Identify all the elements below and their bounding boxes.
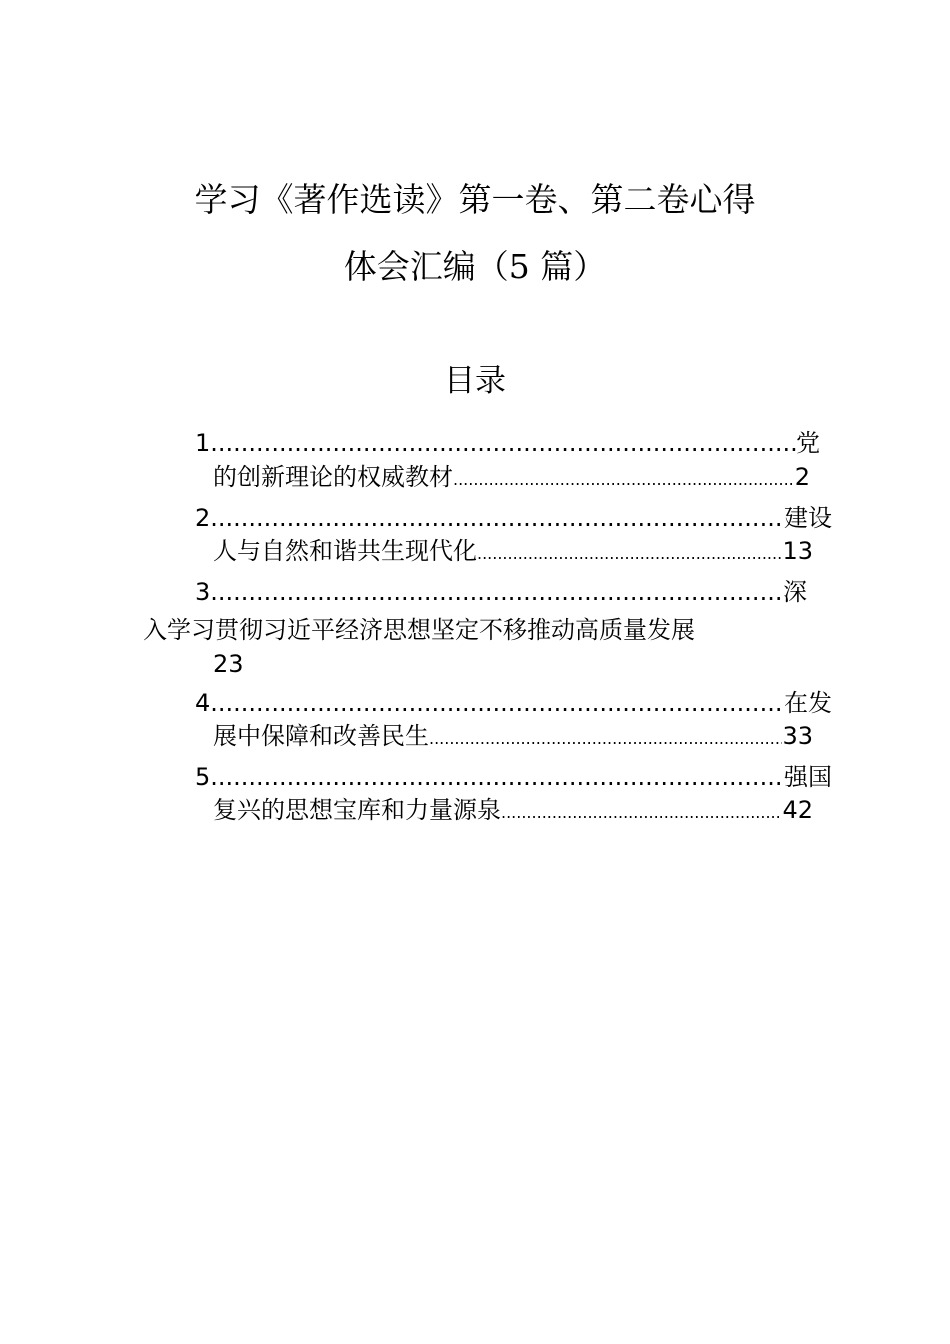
toc-page-number: 13 <box>782 537 813 565</box>
toc-entry-5[interactable] <box>195 762 832 792</box>
toc-entry-title-start: 建设 <box>784 504 832 532</box>
toc-entry-2[interactable] <box>195 503 832 533</box>
toc-leader-dots <box>210 428 796 458</box>
toc-entry-number: 3 <box>195 578 211 606</box>
toc-page-number: 33 <box>782 722 813 750</box>
toc-entry-1[interactable] <box>195 428 820 458</box>
toc-leader-dots <box>501 795 782 828</box>
toc-entry-title-start: 深 <box>783 578 807 606</box>
toc-entry-title-start: 强国 <box>784 763 832 791</box>
toc-entry-title-rest: 复兴的思想宝库和力量源泉 <box>213 796 501 824</box>
toc-leader-dots <box>210 762 784 792</box>
toc-entry-3-continued[interactable]: 入学习贯彻习近平经济思想坚定不移推动高质量发展 <box>143 616 695 644</box>
toc-leader-dots <box>210 577 783 607</box>
toc-entry-number: 4 <box>195 689 211 717</box>
toc-entry-title-rest: 人与自然和谐共生现代化 <box>213 537 477 565</box>
toc-entry-title-rest: 的创新理论的权威教材 <box>213 463 453 491</box>
toc-entry-title-start: 在发 <box>784 689 832 717</box>
document-title-line-2: 体会汇编（5 篇） <box>343 247 607 286</box>
toc-entry-number: 2 <box>195 504 211 532</box>
toc-heading: 目录 <box>444 363 506 399</box>
toc-page-number: 42 <box>782 796 813 824</box>
toc-page-number: 23 <box>213 650 244 678</box>
toc-leader-dots <box>429 721 782 754</box>
toc-leader-dots <box>210 688 784 718</box>
toc-leader-dots <box>453 462 795 495</box>
toc-page-number: 2 <box>794 463 810 491</box>
toc-entry-number: 5 <box>195 763 211 791</box>
toc-entry-3[interactable] <box>195 577 807 607</box>
toc-entry-title-rest: 展中保障和改善民生 <box>213 722 429 750</box>
toc-leader-dots <box>210 503 784 533</box>
toc-entry-1-continued[interactable] <box>213 462 810 495</box>
toc-entry-title-start: 党 <box>796 429 820 457</box>
toc-leader-dots <box>477 536 782 569</box>
toc-entry-4-continued[interactable] <box>213 721 813 754</box>
toc-entry-4[interactable] <box>195 688 832 718</box>
toc-entry-5-continued[interactable] <box>213 795 813 828</box>
toc-entry-number: 1 <box>195 429 211 457</box>
toc-entry-2-continued[interactable] <box>213 536 813 569</box>
document-title-line-1: 学习《著作选读》第一卷、第二卷心得 <box>194 180 756 219</box>
